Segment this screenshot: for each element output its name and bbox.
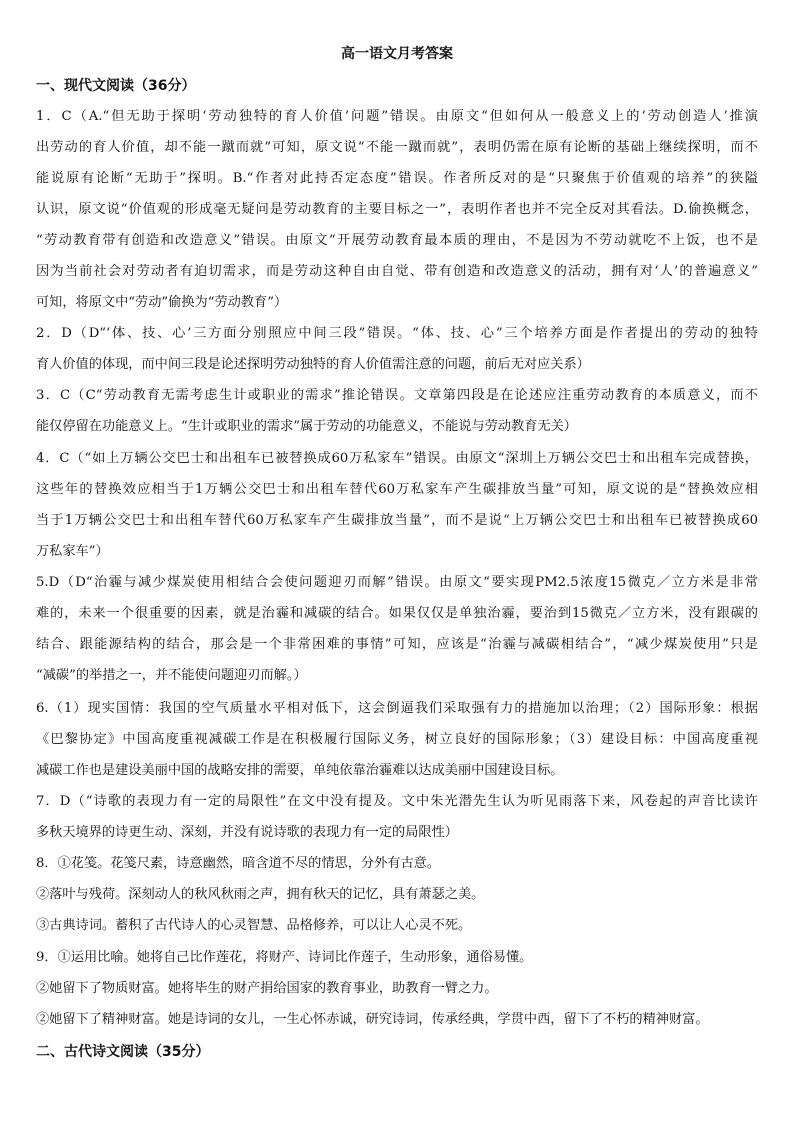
answer-line: 7．D（“诗歌的表现力有一定的局限性”在文中没有提及。文中朱光潜先生认为听见雨落下来，风卷起的声音比读许 (36, 794, 758, 809)
answer-line: 当于1万辆公交巴士和出租车替代60万私家车产生碳排放当量”，而不是说“上万辆公交巴士和出租车已被替换成60 (36, 513, 758, 528)
answer-line: 减碳工作也是建设美丽中国的战略安排的需要，单纯依靠治霾难以达成美丽中国建设目标。 (36, 763, 564, 778)
answer-line: 3．C（C“劳动教育无需考虑生计或职业的需求”推论错误。文章第四段是在论述应注重劳动教育的本质意义，而不 (36, 388, 758, 403)
answer-line: 难的，未来一个很重要的因素，就是治霾和减碳的结合。如果仅仅是单独治霾，要治到15微克／立方米，没有跟碳的 (36, 606, 758, 621)
answer-line: 可知，将原文中“劳动”偷换为“劳动教育”） (36, 295, 288, 310)
answer-line: ②她留下了精神财富。她是诗词的女儿，一生心怀赤诚，研究诗词，传承经典，学贯中西，留下了不朽的精神财富。 (36, 1012, 709, 1027)
section-heading-modern-reading: 一、现代文阅读（36分） (36, 78, 196, 94)
page-title: 高一语文月考答案 (341, 46, 453, 62)
answer-line: “减碳”的举措之一，并不能使问题迎刃而解。） (36, 668, 307, 683)
answer-line: 能仅停留在功能意义上。“生计或职业的需求”属于劳动的功能意义，不能说与劳动教育无关） (36, 419, 577, 434)
answer-line: ②落叶与残荷。深刻动人的秋风秋雨之声，拥有秋天的记忆，具有萧瑟之美。 (36, 887, 485, 902)
answer-line: 8．①花笺。花笺尺素，诗意幽然，暗含道不尽的情思，分外有古意。 (36, 856, 441, 871)
answer-line: 2．D（D“‘体、技、心’三方面分别照应中间三段”错误。“体、技、心”三个培养方面是作者提出的劳动的独特 (36, 326, 758, 341)
answer-line: 1．C（A.“但无助于探明‘劳动独特的育人价值’问题”错误。由原文“但如何从一般意义上的‘劳动创造人’推演 (36, 109, 758, 124)
answer-line: “劳动教育带有创造和改造意义”错误。由原文“开展劳动教育最本质的理由，不是因为不劳动就吃不上饭，也不是 (36, 233, 758, 248)
answer-line: ③古典诗词。蓄积了古代诗人的心灵智慧、品格修养，可以让人心灵不死。 (36, 918, 472, 933)
answer-line: ②她留下了物质财富。她将毕生的财产捐给国家的教育事业，助教育一臂之力。 (36, 981, 498, 996)
answer-line: 出劳动的育人价值，却不能一蹴而就”可知，原文说“不能一蹴而就”，表明仍需在原有论断的基础上继续探明，而不 (36, 140, 758, 155)
answer-line: 这些年的替换效应相当于1万辆公交巴士和出租车替代60万私家车产生碳排放当量”可知，原文说的是“替换效应相 (36, 482, 758, 497)
answer-line: 认识，原文说“价值观的形成毫无疑问是劳动教育的主要目标之一”，表明作者也并不完全反对其看法。D.偷换概念， (36, 202, 758, 217)
answer-line: 5.D（D“治霾与减少煤炭使用相结合会使问题迎刃而解”错误。由原文“要实现PM2.5浓度15微克／立方米是非常 (36, 575, 758, 590)
answer-line: 能说原有论断“无助于”探明。B.“作者对此持否定态度”错误。作者所反对的是“只聚焦于价值观的培养”的狭隘 (36, 171, 758, 186)
section-heading-classical-reading: 二、古代诗文阅读（35分） (36, 1044, 210, 1060)
answer-line: 多秋天境界的诗更生动、深刻，并没有说诗歌的表现力有一定的局限性） (36, 825, 458, 840)
answer-line: 结合、跟能源结构的结合，那会是一个非常困难的事情”可知，应该是“治霾与减碳相结合”，“减少煤炭使用”只是 (36, 637, 758, 652)
answer-line: 6.（1）现实国情：我国的空气质量水平相对低下，这会倒逼我们采取强有力的措施加以治理；（2）国际形象：根据 (36, 701, 758, 716)
answer-line: 9．①运用比喻。她将自己比作莲花，将财产、诗词比作莲子，生动形象，通俗易懂。 (36, 950, 533, 965)
answer-line: 因为当前社会对劳动者有迫切需求，而是劳动这种自由自觉、带有创造和改造意义的活动，拥有对‘人’的普遍意义” (36, 264, 758, 279)
answer-line: 万私家车”） (36, 544, 109, 559)
answer-line: 4．C（“如上万辆公交巴士和出租车已被替换成60万私家车”错误。由原文“深圳上万辆公交巴士和出租车完成替换， (36, 451, 758, 466)
answer-line: 《巴黎协定》中国高度重视减碳工作是在积极履行国际义务，树立良好的国际形象；（3）建设目标：中国高度重视 (36, 732, 758, 747)
answer-line: 育人价值的体现，而中间三段是论述探明劳动独特的育人价值需注意的问题，前后无对应关系） (36, 357, 590, 372)
